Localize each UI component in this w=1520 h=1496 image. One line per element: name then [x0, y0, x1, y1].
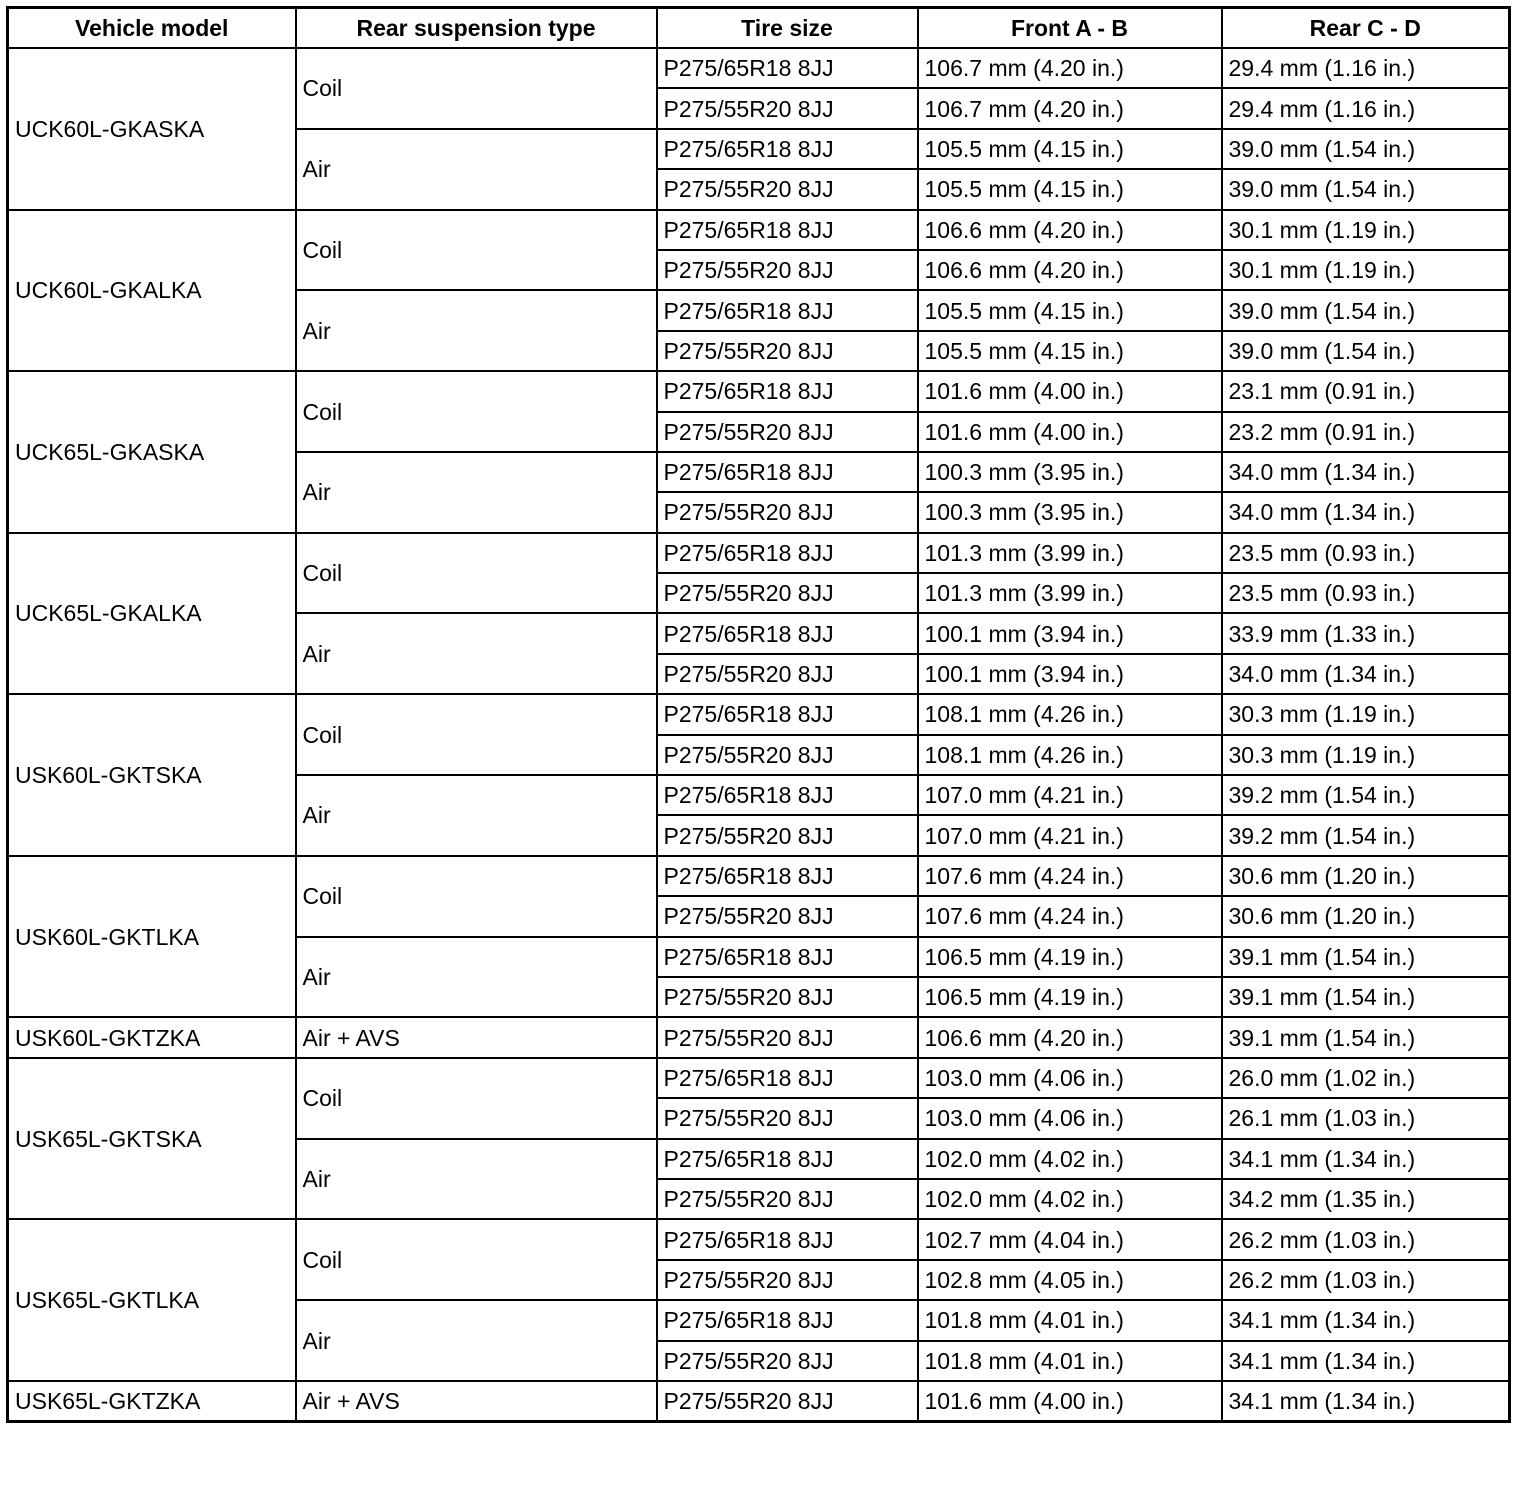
- front-a-b-cell: 102.0 mm (4.02 in.): [918, 1179, 1222, 1219]
- vehicle-model-cell: USK65L-GKTZKA: [8, 1381, 296, 1422]
- front-a-b-cell: 107.0 mm (4.21 in.): [918, 815, 1222, 855]
- suspension-type-cell: Coil: [296, 371, 657, 452]
- front-a-b-cell: 101.6 mm (4.00 in.): [918, 412, 1222, 452]
- table-body: [8, 48, 1510, 1422]
- front-a-b-cell: 106.6 mm (4.20 in.): [918, 210, 1222, 250]
- suspension-type-cell: Air: [296, 775, 657, 856]
- suspension-type-cell: Air: [296, 1300, 657, 1381]
- front-a-b-cell: 100.1 mm (3.94 in.): [918, 654, 1222, 694]
- rear-c-d-cell: 34.0 mm (1.34 in.): [1222, 492, 1510, 532]
- tire-size-cell: P275/55R20 8JJ: [657, 1341, 918, 1381]
- front-a-b-cell: 105.5 mm (4.15 in.): [918, 169, 1222, 209]
- table-row: [8, 1017, 1510, 1057]
- rear-c-d-cell: 30.1 mm (1.19 in.): [1222, 250, 1510, 290]
- table-row: [8, 48, 1510, 88]
- tire-size-cell: P275/65R18 8JJ: [657, 210, 918, 250]
- table-header: [8, 8, 1510, 49]
- front-a-b-cell: 103.0 mm (4.06 in.): [918, 1058, 1222, 1098]
- suspension-type-cell: Air: [296, 937, 657, 1018]
- header-tire-size: Tire size: [657, 8, 918, 49]
- rear-c-d-cell: 30.1 mm (1.19 in.): [1222, 210, 1510, 250]
- rear-c-d-cell: 26.0 mm (1.02 in.): [1222, 1058, 1510, 1098]
- table-row: [8, 371, 1510, 411]
- rear-c-d-cell: 26.1 mm (1.03 in.): [1222, 1098, 1510, 1138]
- table-row: [8, 1381, 1510, 1422]
- tire-size-cell: P275/65R18 8JJ: [657, 937, 918, 977]
- front-a-b-cell: 101.3 mm (3.99 in.): [918, 573, 1222, 613]
- tire-size-cell: P275/55R20 8JJ: [657, 1017, 918, 1057]
- tire-size-cell: P275/65R18 8JJ: [657, 856, 918, 896]
- tire-size-cell: P275/65R18 8JJ: [657, 371, 918, 411]
- vehicle-model-cell: UCK65L-GKASKA: [8, 371, 296, 533]
- tire-size-cell: P275/65R18 8JJ: [657, 533, 918, 573]
- tire-size-cell: P275/55R20 8JJ: [657, 250, 918, 290]
- tire-size-cell: P275/65R18 8JJ: [657, 452, 918, 492]
- rear-c-d-cell: 34.1 mm (1.34 in.): [1222, 1381, 1510, 1422]
- front-a-b-cell: 105.5 mm (4.15 in.): [918, 290, 1222, 330]
- front-a-b-cell: 100.1 mm (3.94 in.): [918, 613, 1222, 653]
- tire-size-cell: P275/55R20 8JJ: [657, 735, 918, 775]
- suspension-type-cell: Air: [296, 613, 657, 694]
- vehicle-model-cell: UCK60L-GKASKA: [8, 48, 296, 210]
- tire-size-cell: P275/65R18 8JJ: [657, 1219, 918, 1259]
- rear-c-d-cell: 30.3 mm (1.19 in.): [1222, 735, 1510, 775]
- rear-c-d-cell: 29.4 mm (1.16 in.): [1222, 48, 1510, 88]
- vehicle-model-cell: USK65L-GKTSKA: [8, 1058, 296, 1220]
- table-row: [8, 694, 1510, 734]
- tire-size-cell: P275/55R20 8JJ: [657, 1260, 918, 1300]
- rear-c-d-cell: 26.2 mm (1.03 in.): [1222, 1260, 1510, 1300]
- rear-c-d-cell: 34.1 mm (1.34 in.): [1222, 1341, 1510, 1381]
- front-a-b-cell: 100.3 mm (3.95 in.): [918, 452, 1222, 492]
- front-a-b-cell: 108.1 mm (4.26 in.): [918, 694, 1222, 734]
- tire-size-cell: P275/55R20 8JJ: [657, 977, 918, 1017]
- rear-c-d-cell: 29.4 mm (1.16 in.): [1222, 88, 1510, 128]
- vehicle-model-cell: UCK65L-GKALKA: [8, 533, 296, 695]
- rear-c-d-cell: 23.2 mm (0.91 in.): [1222, 412, 1510, 452]
- front-a-b-cell: 100.3 mm (3.95 in.): [918, 492, 1222, 532]
- tire-size-cell: P275/55R20 8JJ: [657, 815, 918, 855]
- suspension-type-cell: Coil: [296, 1219, 657, 1300]
- suspension-type-cell: Air: [296, 290, 657, 371]
- rear-c-d-cell: 34.0 mm (1.34 in.): [1222, 654, 1510, 694]
- front-a-b-cell: 103.0 mm (4.06 in.): [918, 1098, 1222, 1138]
- front-a-b-cell: 102.8 mm (4.05 in.): [918, 1260, 1222, 1300]
- rear-c-d-cell: 39.1 mm (1.54 in.): [1222, 1017, 1510, 1057]
- tire-size-cell: P275/55R20 8JJ: [657, 573, 918, 613]
- suspension-type-cell: Coil: [296, 48, 657, 129]
- rear-c-d-cell: 34.2 mm (1.35 in.): [1222, 1179, 1510, 1219]
- rear-c-d-cell: 23.5 mm (0.93 in.): [1222, 573, 1510, 613]
- suspension-type-cell: Coil: [296, 533, 657, 614]
- rear-c-d-cell: 39.1 mm (1.54 in.): [1222, 977, 1510, 1017]
- table-row: [8, 210, 1510, 250]
- tire-size-cell: P275/65R18 8JJ: [657, 775, 918, 815]
- suspension-type-cell: Air + AVS: [296, 1381, 657, 1422]
- header-row: [8, 8, 1510, 49]
- suspension-type-cell: Air + AVS: [296, 1017, 657, 1057]
- rear-c-d-cell: 23.1 mm (0.91 in.): [1222, 371, 1510, 411]
- front-a-b-cell: 101.8 mm (4.01 in.): [918, 1341, 1222, 1381]
- rear-c-d-cell: 39.2 mm (1.54 in.): [1222, 775, 1510, 815]
- rear-c-d-cell: 39.1 mm (1.54 in.): [1222, 937, 1510, 977]
- front-a-b-cell: 101.6 mm (4.00 in.): [918, 371, 1222, 411]
- rear-c-d-cell: 33.9 mm (1.33 in.): [1222, 613, 1510, 653]
- tire-size-cell: P275/55R20 8JJ: [657, 1179, 918, 1219]
- front-a-b-cell: 105.5 mm (4.15 in.): [918, 331, 1222, 371]
- rear-c-d-cell: 39.0 mm (1.54 in.): [1222, 290, 1510, 330]
- tire-size-cell: P275/65R18 8JJ: [657, 48, 918, 88]
- tire-size-cell: P275/65R18 8JJ: [657, 694, 918, 734]
- front-a-b-cell: 105.5 mm (4.15 in.): [918, 129, 1222, 169]
- rear-c-d-cell: 30.3 mm (1.19 in.): [1222, 694, 1510, 734]
- front-a-b-cell: 107.6 mm (4.24 in.): [918, 856, 1222, 896]
- rear-c-d-cell: 39.0 mm (1.54 in.): [1222, 169, 1510, 209]
- tire-size-cell: P275/65R18 8JJ: [657, 1139, 918, 1179]
- tire-size-cell: P275/55R20 8JJ: [657, 654, 918, 694]
- suspension-type-cell: Coil: [296, 1058, 657, 1139]
- vehicle-model-cell: USK60L-GKTSKA: [8, 694, 296, 856]
- rear-c-d-cell: 34.1 mm (1.34 in.): [1222, 1139, 1510, 1179]
- rear-c-d-cell: 30.6 mm (1.20 in.): [1222, 856, 1510, 896]
- tire-size-cell: P275/55R20 8JJ: [657, 1098, 918, 1138]
- rear-c-d-cell: 30.6 mm (1.20 in.): [1222, 896, 1510, 936]
- tire-size-cell: P275/55R20 8JJ: [657, 896, 918, 936]
- tire-size-cell: P275/55R20 8JJ: [657, 88, 918, 128]
- vehicle-model-cell: USK60L-GKTZKA: [8, 1017, 296, 1057]
- front-a-b-cell: 102.7 mm (4.04 in.): [918, 1219, 1222, 1259]
- tire-size-cell: P275/65R18 8JJ: [657, 290, 918, 330]
- front-a-b-cell: 106.5 mm (4.19 in.): [918, 937, 1222, 977]
- suspension-type-cell: Coil: [296, 694, 657, 775]
- tire-size-cell: P275/65R18 8JJ: [657, 1058, 918, 1098]
- header-vehicle-model: Vehicle model: [8, 8, 296, 49]
- suspension-type-cell: Air: [296, 129, 657, 210]
- tire-size-cell: P275/65R18 8JJ: [657, 1300, 918, 1340]
- vehicle-model-cell: USK60L-GKTLKA: [8, 856, 296, 1018]
- front-a-b-cell: 107.0 mm (4.21 in.): [918, 775, 1222, 815]
- suspension-type-cell: Coil: [296, 856, 657, 937]
- suspension-type-cell: Air: [296, 452, 657, 533]
- rear-c-d-cell: 34.1 mm (1.34 in.): [1222, 1300, 1510, 1340]
- front-a-b-cell: 106.6 mm (4.20 in.): [918, 250, 1222, 290]
- front-a-b-cell: 101.6 mm (4.00 in.): [918, 1381, 1222, 1422]
- rear-c-d-cell: 39.2 mm (1.54 in.): [1222, 815, 1510, 855]
- front-a-b-cell: 106.7 mm (4.20 in.): [918, 48, 1222, 88]
- suspension-type-cell: Air: [296, 1139, 657, 1220]
- rear-c-d-cell: 39.0 mm (1.54 in.): [1222, 129, 1510, 169]
- suspension-type-cell: Coil: [296, 210, 657, 291]
- front-a-b-cell: 106.6 mm (4.20 in.): [918, 1017, 1222, 1057]
- tire-size-cell: P275/55R20 8JJ: [657, 331, 918, 371]
- vehicle-model-cell: USK65L-GKTLKA: [8, 1219, 296, 1381]
- header-rear-suspension-type: Rear suspension type: [296, 8, 657, 49]
- rear-c-d-cell: 23.5 mm (0.93 in.): [1222, 533, 1510, 573]
- tire-size-cell: P275/65R18 8JJ: [657, 613, 918, 653]
- front-a-b-cell: 106.7 mm (4.20 in.): [918, 88, 1222, 128]
- front-a-b-cell: 101.8 mm (4.01 in.): [918, 1300, 1222, 1340]
- rear-c-d-cell: 26.2 mm (1.03 in.): [1222, 1219, 1510, 1259]
- rear-c-d-cell: 39.0 mm (1.54 in.): [1222, 331, 1510, 371]
- header-rear-c-d: Rear C - D: [1222, 8, 1510, 49]
- front-a-b-cell: 108.1 mm (4.26 in.): [918, 735, 1222, 775]
- tire-size-cell: P275/65R18 8JJ: [657, 129, 918, 169]
- header-front-a-b: Front A - B: [918, 8, 1222, 49]
- tire-size-cell: P275/55R20 8JJ: [657, 492, 918, 532]
- front-a-b-cell: 102.0 mm (4.02 in.): [918, 1139, 1222, 1179]
- tire-size-cell: P275/55R20 8JJ: [657, 1381, 918, 1422]
- specification-table: [6, 6, 1511, 1423]
- front-a-b-cell: 101.3 mm (3.99 in.): [918, 533, 1222, 573]
- front-a-b-cell: 107.6 mm (4.24 in.): [918, 896, 1222, 936]
- table-row: [8, 856, 1510, 896]
- tire-size-cell: P275/55R20 8JJ: [657, 412, 918, 452]
- table-row: [8, 1219, 1510, 1259]
- vehicle-model-cell: UCK60L-GKALKA: [8, 210, 296, 372]
- table-row: [8, 533, 1510, 573]
- tire-size-cell: P275/55R20 8JJ: [657, 169, 918, 209]
- front-a-b-cell: 106.5 mm (4.19 in.): [918, 977, 1222, 1017]
- table-row: [8, 1058, 1510, 1098]
- rear-c-d-cell: 34.0 mm (1.34 in.): [1222, 452, 1510, 492]
